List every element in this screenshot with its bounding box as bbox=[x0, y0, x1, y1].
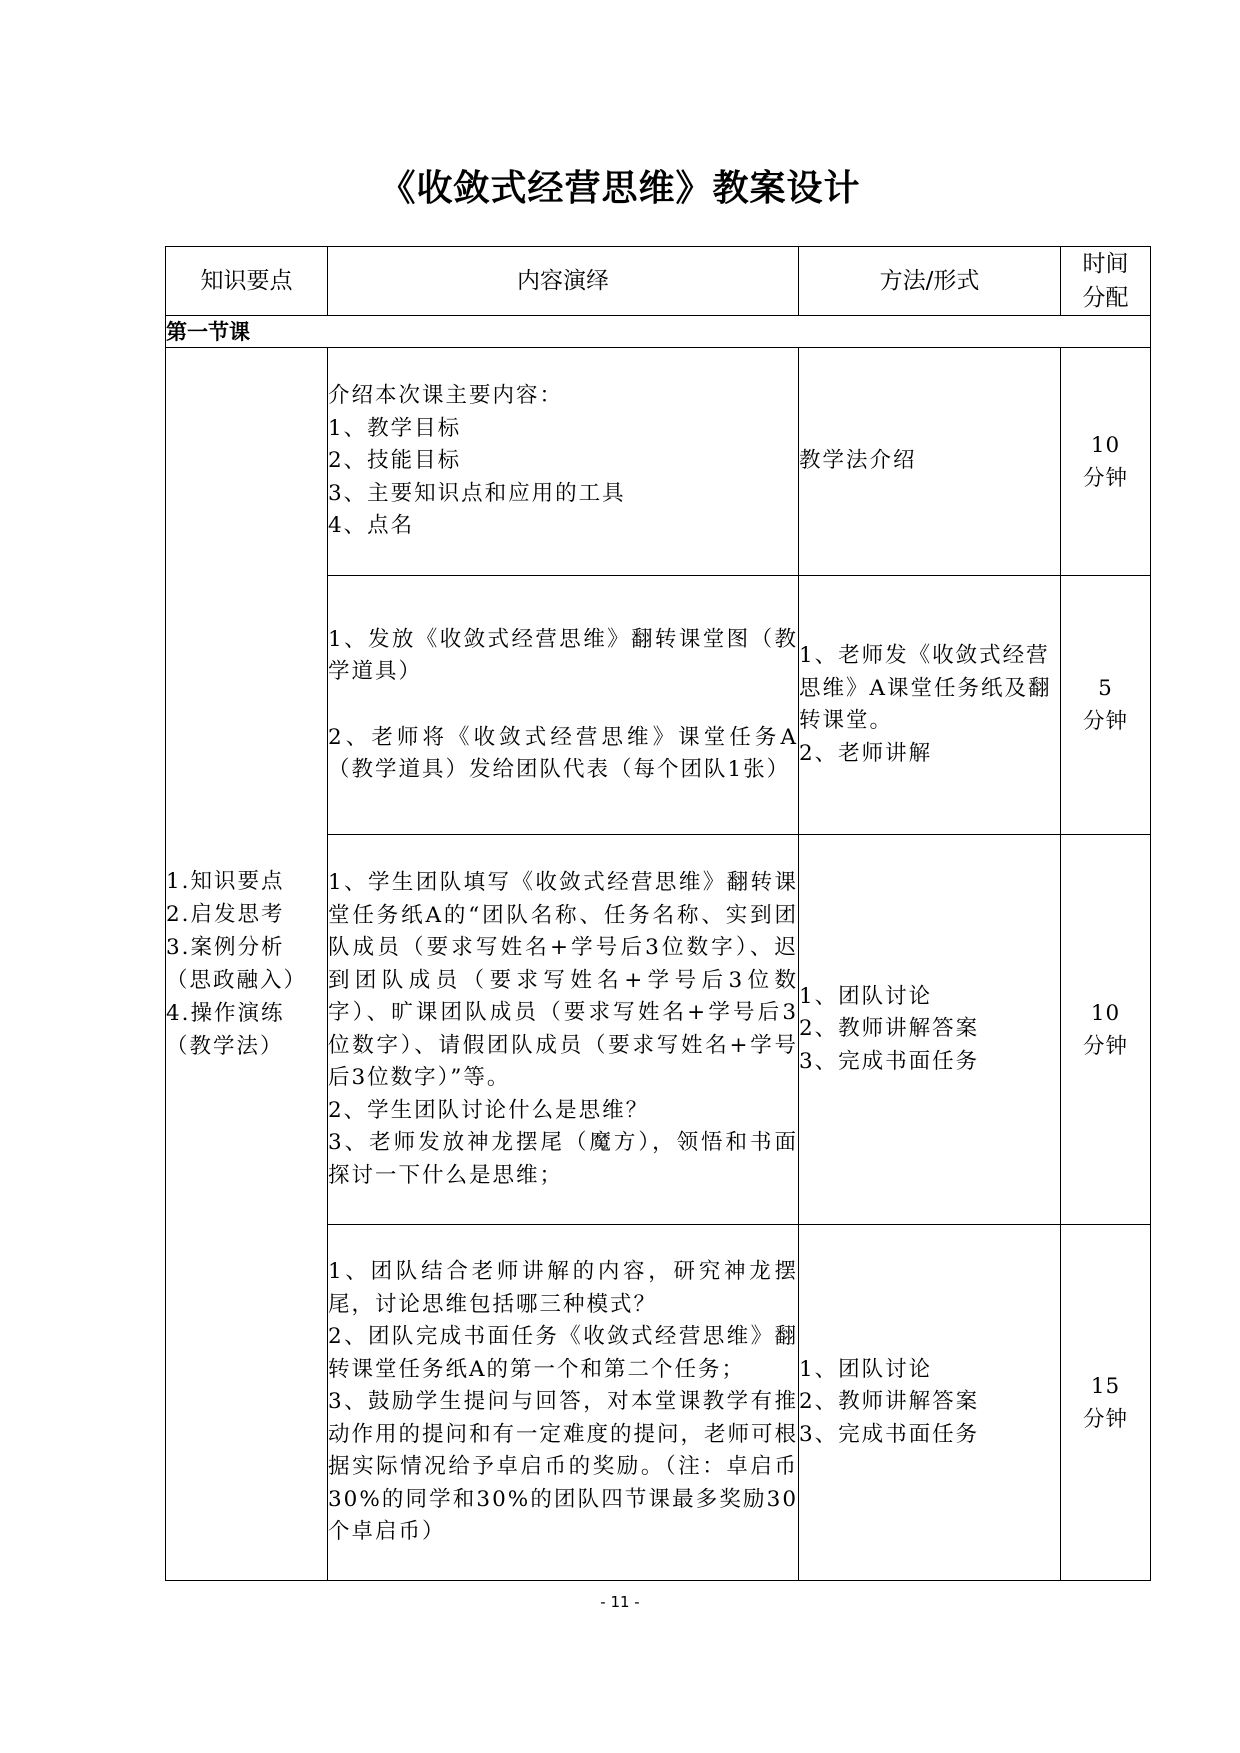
method-line: 3、完成书面任务 bbox=[799, 1421, 980, 1447]
content-paragraph: 1、发放《收敛式经营思维》翻转课堂图（教学道具） bbox=[328, 626, 798, 684]
header-time-line1: 时间 bbox=[1082, 251, 1129, 277]
knowledge-point: 4.操作演练 bbox=[166, 1001, 285, 1026]
content-cell bbox=[328, 835, 799, 1225]
time-cell bbox=[1061, 1225, 1151, 1581]
paragraph-gap bbox=[328, 689, 798, 722]
header-time-line2: 分配 bbox=[1082, 285, 1129, 311]
content-paragraph: 3、鼓励学生提问与回答，对本堂课教学有推动作用的提问和有一定难度的提问，老师可根据实际情况给予卓启币的奖励。（注：卓启币30%的同学和30%的团队四节课最多奖励30个卓启币） bbox=[328, 1389, 799, 1545]
table-row bbox=[166, 348, 1151, 576]
content-line: 4、点名 bbox=[328, 513, 415, 539]
page-number: - 11 - bbox=[600, 1593, 640, 1611]
header-knowledge: 知识要点 bbox=[166, 247, 328, 316]
knowledge-points-cell bbox=[166, 348, 328, 1581]
knowledge-point: 3.案例分析 bbox=[166, 935, 285, 960]
content-line: 2、技能目标 bbox=[328, 448, 462, 474]
method-line: 1、团队讨论 bbox=[799, 1356, 933, 1382]
header-content: 内容演绎 bbox=[328, 247, 799, 316]
method-line: 2、老师讲解 bbox=[799, 740, 933, 766]
content-cell bbox=[328, 1225, 799, 1581]
method-line: 1、团队讨论 bbox=[799, 983, 933, 1009]
content-paragraph: 2、团队完成书面任务《收敛式经营思维》翻转课堂任务纸A的第一个和第二个任务； bbox=[328, 1324, 798, 1382]
section-row bbox=[166, 316, 1151, 348]
method-cell bbox=[799, 835, 1061, 1225]
time-value: 5 bbox=[1098, 676, 1113, 701]
method-line: 2、教师讲解答案 bbox=[799, 1016, 980, 1042]
content-paragraph: 1、团队结合老师讲解的内容，研究神龙摆尾，讨论思维包括哪三种模式？ bbox=[328, 1259, 798, 1317]
table-header-row bbox=[166, 247, 1151, 316]
content-paragraph: 1、学生团队填写《收敛式经营思维》翻转课堂任务纸A的“团队名称、任务名称、实到团队成员（要求写姓名+学号后3位数字）、迟到团队成员（要求写姓名+学号后3位数字）、旷课团队成员（要求写姓名+学号后3位数字）、请假团队成员（要求写姓名+学号后3位数字）”等。 bbox=[328, 870, 798, 1090]
section-label: 第一节课 bbox=[166, 316, 1151, 348]
content-paragraph: 2、学生团队讨论什么是思维？ bbox=[328, 1097, 650, 1123]
method-cell bbox=[799, 1225, 1061, 1581]
knowledge-point: 1.知识要点 bbox=[166, 869, 285, 894]
time-value: 15 bbox=[1090, 1373, 1121, 1399]
method-line: 1、老师发《收敛式经营思维》A课堂任务纸及翻转课堂。 bbox=[799, 643, 1052, 733]
knowledge-point: （教学法） bbox=[166, 1034, 284, 1059]
time-cell bbox=[1061, 348, 1151, 576]
time-unit: 分钟 bbox=[1082, 1033, 1128, 1059]
time-value: 10 bbox=[1090, 432, 1121, 458]
method-cell bbox=[799, 576, 1061, 835]
method-line: 3、完成书面任务 bbox=[799, 1048, 980, 1074]
content-line: 1、教学目标 bbox=[328, 415, 462, 441]
knowledge-point: （思政融入） bbox=[166, 968, 308, 993]
time-cell bbox=[1061, 576, 1151, 835]
document-title: 《收敛式经营思维》教案设计 bbox=[379, 168, 861, 209]
method-cell bbox=[799, 348, 1061, 576]
method-line: 2、教师讲解答案 bbox=[799, 1389, 980, 1415]
content-paragraph: 3、老师发放神龙摆尾（魔方），领悟和书面探讨一下什么是思维； bbox=[328, 1130, 798, 1188]
time-cell bbox=[1061, 835, 1151, 1225]
lesson-plan-table bbox=[165, 246, 1151, 1581]
time-unit: 分钟 bbox=[1082, 709, 1128, 734]
content-paragraph: 2、老师将《收敛式经营思维》课堂任务A（教学道具）发给团队代表（每个团队1张） bbox=[328, 724, 798, 782]
time-unit: 分钟 bbox=[1082, 1406, 1128, 1432]
time-value: 10 bbox=[1090, 1000, 1121, 1026]
content-line: 介绍本次课主要内容： bbox=[328, 383, 564, 409]
method-line: 教学法介绍 bbox=[799, 448, 917, 474]
knowledge-point: 2.启发思考 bbox=[166, 902, 285, 927]
content-cell bbox=[328, 348, 799, 576]
time-unit: 分钟 bbox=[1082, 465, 1128, 491]
header-time bbox=[1061, 247, 1151, 316]
header-method: 方法/形式 bbox=[799, 247, 1061, 316]
content-cell bbox=[328, 576, 799, 835]
content-line: 3、主要知识点和应用的工具 bbox=[328, 480, 626, 506]
